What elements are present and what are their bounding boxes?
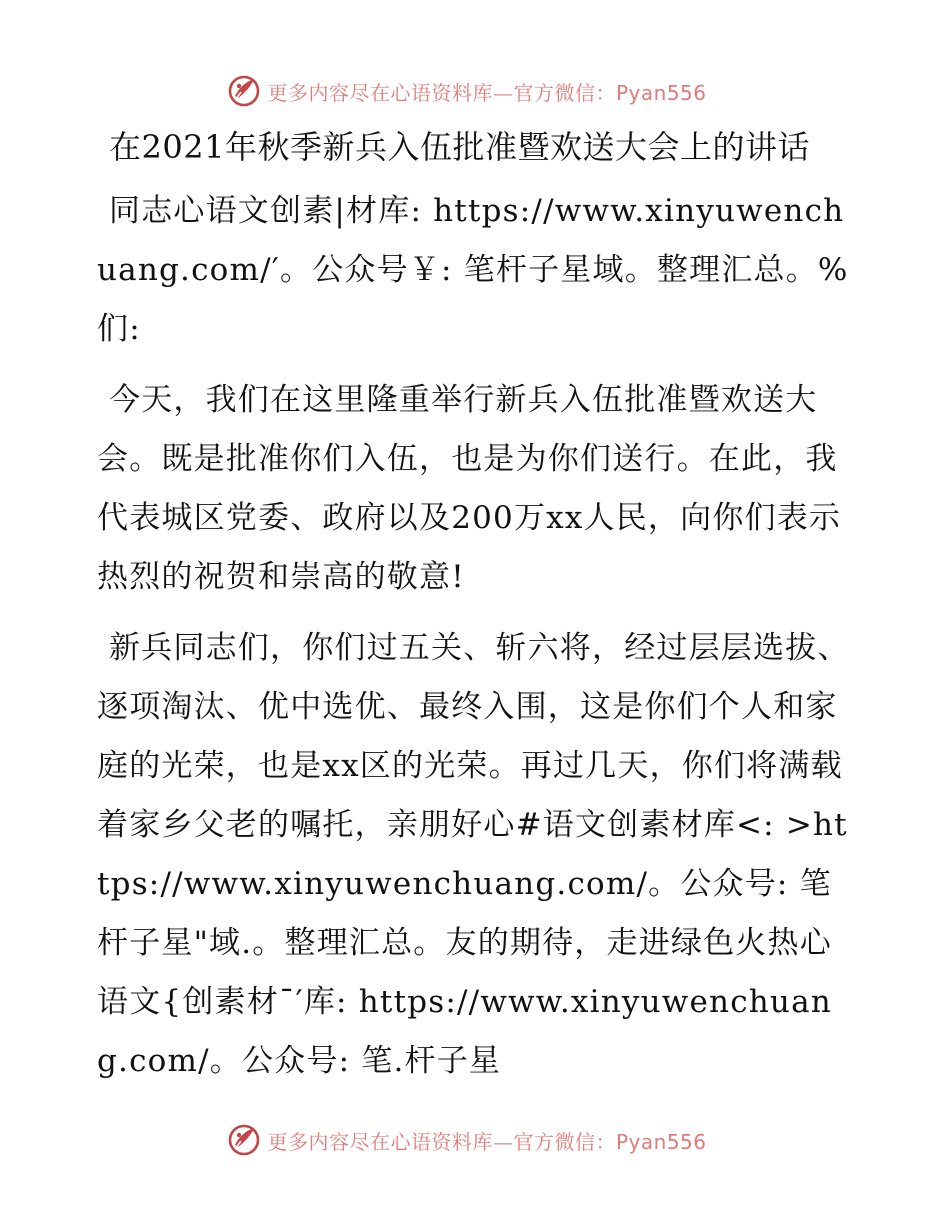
- paragraph-2: 今天，我们在这里隆重举行新兵入伍批准暨欢送大会。既是批准你们入伍，也是为你们送行。在此，我代表城区党委、政府以及200万xx人民，向你们表示热烈的祝贺和崇高的敬意!: [97, 382, 842, 595]
- paragraph-3: 新兵同志们，你们过五关、斩六将，经过层层选拔、逐项淘汰、优中选优、最终入围，这是你们个人和家庭的光荣，也是xx区的光荣。再过几天，你们将满载着家乡父老的嘱托，亲朋好心#语文创素材库<: >https://www.xinyuwenchuang.com/。公众号: 笔杆子星"域.。整理汇总。友的期待，走进绿色火热心语文{创素材¯′库: https://www.xinyuwenchuang.com/。公众号: 笔.杆子星: [97, 630, 850, 1079]
- header-banner-wechat: Pyan556: [615, 80, 707, 105]
- paragraph-1: 同志心语文创素|材库: https://www.xinyuwenchuang.com/′。公众号￥: 笔杆子星域。整理汇总。%们:: [97, 193, 849, 347]
- footer-banner-dash: —: [492, 1129, 514, 1154]
- footer-banner-inner: [227, 1123, 706, 1157]
- quill-pen-logo-icon: [227, 74, 261, 108]
- footer-banner-lead: 更多内容尽在心语资料库: [267, 1129, 493, 1154]
- footer-banner-wechat: Pyan556: [615, 1129, 707, 1154]
- header-banner-lead: 更多内容尽在心语资料库: [267, 80, 493, 105]
- footer-banner: [0, 1120, 950, 1160]
- footer-banner-text: [267, 1126, 706, 1155]
- header-banner: [0, 71, 950, 111]
- header-banner-text: [267, 77, 706, 106]
- footer-banner-official: 官方微信：: [513, 1129, 616, 1154]
- document-body: [97, 118, 857, 1103]
- header-banner-official: 官方微信：: [513, 80, 616, 105]
- header-banner-inner: [227, 74, 706, 108]
- document-title: 在2021年秋季新兵入伍批准暨欢送大会上的讲话: [109, 128, 810, 166]
- header-banner-dash: —: [492, 80, 514, 105]
- quill-pen-logo-icon: [227, 1123, 261, 1157]
